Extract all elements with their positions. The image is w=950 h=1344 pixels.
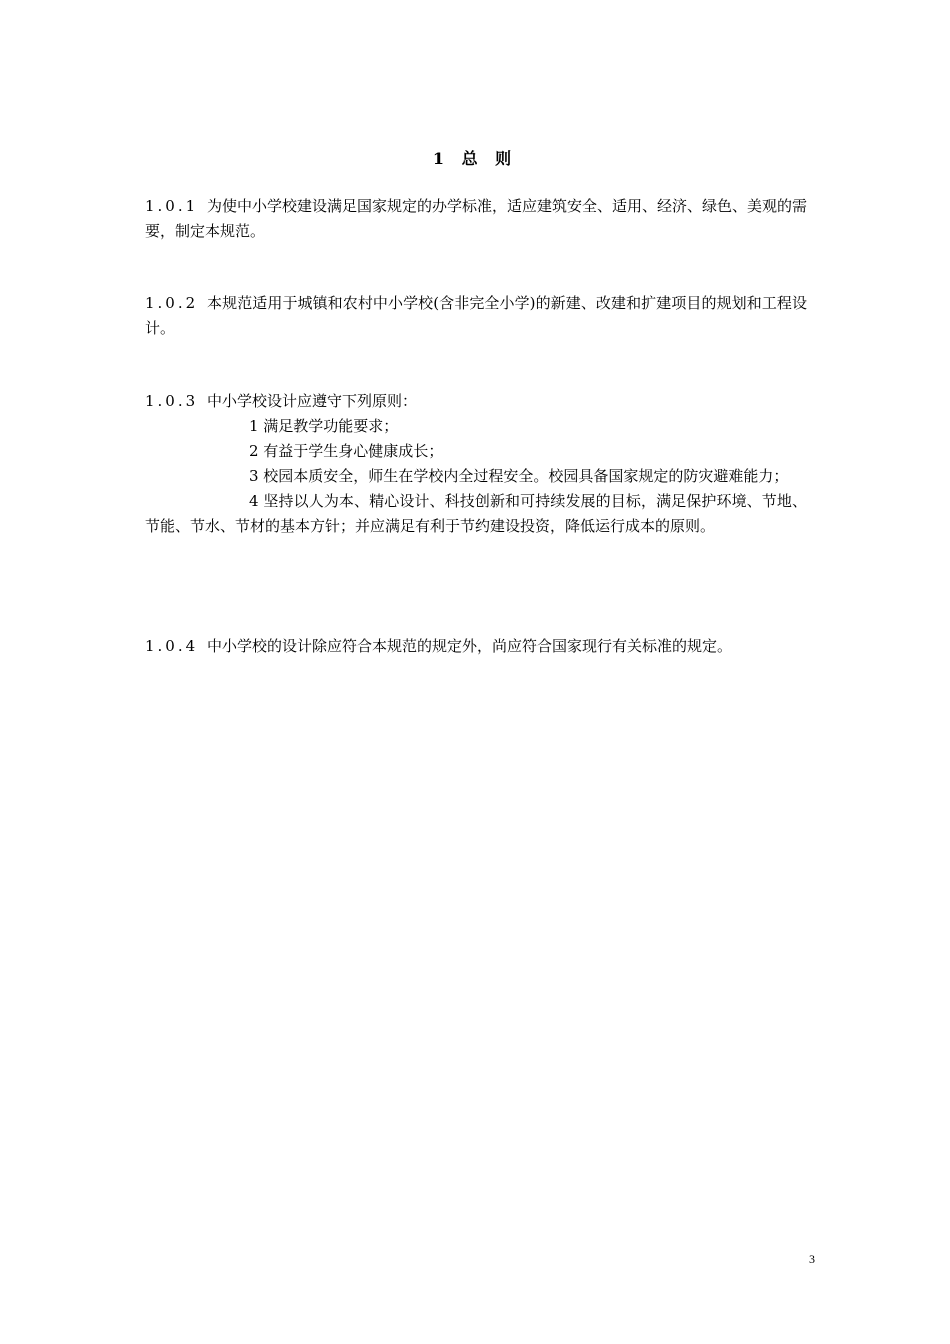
list-item: 3 校园本质安全，师生在学校内全过程安全。校园具备国家规定的防灾避难能力； [249,467,789,485]
clause-1-0-2 [145,291,807,341]
page-number: 3 [809,1252,815,1266]
chapter-title: 1 总 则 [432,149,518,168]
clause-text: 中小学校的设计除应符合本规范的规定外，尚应符合国家现行有关标准的规定。 [206,637,732,655]
clause-number: 1.0.1 [145,197,199,215]
list-item: 4 坚持以人为本、精心设计、科技创新和可持续发展的目标，满足保护环境、节地、节能、节水、节材的基本方针；并应满足有利于节约建设投资，降低运行成本的原则。 [145,492,807,535]
clause-1-0-3 [145,389,807,539]
clause-number: 1.0.2 [145,294,199,312]
clause-text: 本规范适用于城镇和农村中小学校(含非完全小学)的新建、改建和扩建项目的规划和工程设计。 [145,294,807,337]
clause-1-0-4 [145,634,807,659]
clause-1-0-1 [145,194,807,244]
list-item: 2 有益于学生身心健康成长； [249,442,444,460]
clause-text: 中小学校设计应遵守下列原则： [206,392,417,410]
clause-text: 为使中小学校建设满足国家规定的办学标准，适应建筑安全、适用、经济、绿色、美观的需要，制定本规范。 [145,197,807,240]
clause-number: 1.0.4 [145,637,199,655]
list-item: 1 满足教学功能要求； [249,417,399,435]
clause-number: 1.0.3 [145,392,199,410]
